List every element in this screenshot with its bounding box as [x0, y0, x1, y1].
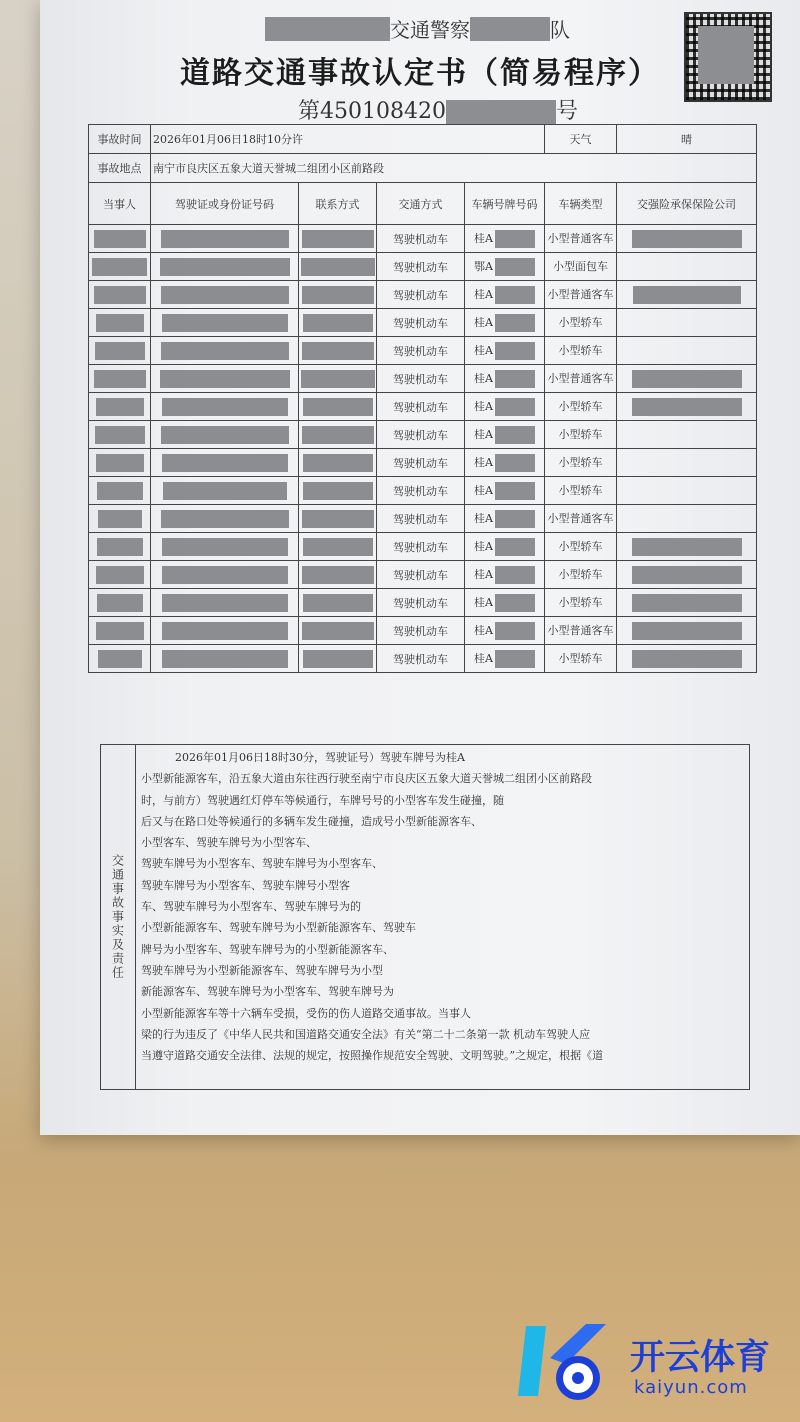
plate-cell	[465, 617, 545, 645]
redacted-party-name	[98, 650, 142, 668]
kaiyun-logo-icon	[516, 1318, 616, 1408]
insurer-cell	[617, 477, 757, 505]
party-row	[89, 589, 757, 617]
police-unit-label: 交通警察	[390, 18, 470, 42]
redacted-contact	[302, 566, 374, 584]
traffic-mode: 驾驶机动车	[393, 652, 448, 666]
party-row	[89, 477, 757, 505]
redacted-insurer	[632, 398, 742, 416]
redacted-insurer	[632, 566, 742, 584]
redacted-party-name	[96, 622, 144, 640]
plate-cell	[465, 253, 545, 281]
redacted-doc-number	[446, 100, 556, 124]
license-cell	[151, 449, 299, 477]
redacted-plate-number	[495, 258, 535, 276]
redacted-plate-number	[495, 650, 535, 668]
mode-cell	[377, 225, 465, 253]
redacted-license-number	[162, 594, 288, 612]
plate-cell	[465, 365, 545, 393]
redacted-contact	[302, 286, 374, 304]
contact-cell	[299, 505, 377, 533]
col-vehicle-type: 车辆类型	[545, 183, 617, 225]
redacted-license-number	[160, 370, 290, 388]
redacted-party-name	[97, 594, 143, 612]
plate-cell	[465, 337, 545, 365]
redacted-plate-number	[495, 538, 535, 556]
time-label: 事故时间	[89, 125, 151, 154]
redacted-license-number	[160, 258, 290, 276]
license-cell	[151, 589, 299, 617]
license-cell	[151, 253, 299, 281]
party-name-cell	[89, 421, 151, 449]
party-row	[89, 225, 757, 253]
party-rows	[89, 225, 757, 673]
traffic-mode: 驾驶机动车	[393, 316, 448, 330]
redacted-license-number	[162, 650, 288, 668]
traffic-mode: 驾驶机动车	[393, 484, 448, 498]
narrative-line: 新能源客车、驾驶车牌号为小型客车、驾驶车牌号为	[141, 985, 394, 999]
traffic-mode: 驾驶机动车	[393, 624, 448, 638]
license-cell	[151, 477, 299, 505]
vehicle-type: 小型轿车	[558, 455, 603, 469]
redacted-plate-number	[495, 482, 535, 500]
license-cell	[151, 337, 299, 365]
license-cell	[151, 561, 299, 589]
vehicle-type: 小型普通客车	[547, 511, 614, 525]
traffic-mode: 驾驶机动车	[393, 232, 448, 246]
vehicle-type-cell	[545, 253, 617, 281]
document-title: 道路交通事故认定书（简易程序）	[180, 56, 660, 91]
vehicle-type-cell	[545, 309, 617, 337]
vehicle-type-cell	[545, 477, 617, 505]
redacted-party-name	[96, 454, 144, 472]
redacted-insurer	[632, 622, 742, 640]
party-row	[89, 449, 757, 477]
party-row	[89, 617, 757, 645]
narrative-line: 驾驶车牌号为小型客车、驾驶车牌号小型客	[141, 878, 350, 892]
party-row	[89, 337, 757, 365]
redacted-license-number	[161, 230, 289, 248]
redacted-plate-number	[495, 426, 535, 444]
redacted-party-name	[97, 482, 143, 500]
party-name-cell	[89, 533, 151, 561]
vehicle-type: 小型轿车	[558, 595, 603, 609]
party-name-cell	[89, 225, 151, 253]
traffic-mode: 驾驶机动车	[393, 288, 448, 302]
vehicle-type-cell	[545, 589, 617, 617]
mode-cell	[377, 533, 465, 561]
plate-prefix: 桂A	[474, 399, 493, 413]
vehicle-type: 小型普通客车	[547, 231, 614, 245]
party-row	[89, 281, 757, 309]
vehicle-type: 小型轿车	[558, 567, 603, 581]
redacted-license-number	[162, 454, 288, 472]
traffic-mode: 驾驶机动车	[393, 596, 448, 610]
accident-info-table	[88, 124, 757, 673]
contact-cell	[299, 645, 377, 673]
mode-cell	[377, 505, 465, 533]
vehicle-type: 小型轿车	[558, 651, 603, 665]
redacted-license-number	[162, 622, 288, 640]
redacted-qr-center	[698, 26, 754, 84]
redacted-contact	[303, 398, 373, 416]
vehicle-type: 小型普通客车	[547, 371, 614, 385]
narrative-line: 小型新能源客车，沿五象大道由东往西行驶至南宁市良庆区五象大道天誉城二组团小区前路段	[141, 772, 592, 786]
narrative-line: 小型客车、驾驶车牌号为小型客车、	[141, 836, 317, 850]
redacted-contact	[303, 594, 373, 612]
redacted-party-name	[95, 342, 145, 360]
party-row	[89, 365, 757, 393]
party-row	[89, 645, 757, 673]
redacted-plate-number	[495, 230, 535, 248]
plate-cell	[465, 393, 545, 421]
insurer-cell	[617, 561, 757, 589]
redacted-plate-number	[495, 314, 535, 332]
insurer-cell	[617, 533, 757, 561]
redacted-license-number	[161, 286, 289, 304]
plate-prefix: 桂A	[474, 315, 493, 329]
party-name-cell	[89, 365, 151, 393]
party-row	[89, 309, 757, 337]
traffic-mode: 驾驶机动车	[393, 568, 448, 582]
plate-cell	[465, 449, 545, 477]
party-row	[89, 253, 757, 281]
accident-narrative-box	[100, 744, 750, 1090]
narrative-line: 小型新能源客车、驾驶车牌号为小型新能源客车、驾驶车	[141, 921, 416, 935]
vehicle-type-cell	[545, 281, 617, 309]
party-name-cell	[89, 337, 151, 365]
redacted-contact	[303, 482, 373, 500]
plate-cell	[465, 477, 545, 505]
vehicle-type: 小型轿车	[558, 315, 603, 329]
insurer-cell	[617, 281, 757, 309]
narrative-line: 小型新能源客车等十六辆车受损，受伤的伤人道路交通事故。当事人	[141, 1006, 471, 1020]
redacted-party-name	[96, 314, 144, 332]
plate-prefix: 鄂A	[474, 259, 493, 273]
redacted-license-number	[162, 566, 288, 584]
traffic-mode: 驾驶机动车	[393, 540, 448, 554]
vehicle-type-cell	[545, 449, 617, 477]
redacted-plate-number	[495, 454, 535, 472]
traffic-mode: 驾驶机动车	[393, 344, 448, 358]
insurer-cell	[617, 421, 757, 449]
vehicle-type-cell	[545, 365, 617, 393]
redacted-insurer	[633, 286, 741, 304]
vehicle-type-cell	[545, 533, 617, 561]
place-row	[89, 154, 757, 183]
party-row	[89, 561, 757, 589]
insurer-cell	[617, 645, 757, 673]
narrative-text	[141, 747, 743, 1066]
contact-cell	[299, 365, 377, 393]
vehicle-type: 小型面包车	[553, 259, 609, 273]
redacted-insurer	[632, 538, 742, 556]
redacted-contact	[302, 342, 374, 360]
redacted-insurer	[632, 594, 742, 612]
brand-name: 开云体育	[630, 1338, 771, 1378]
party-name-cell	[89, 617, 151, 645]
redacted-party-name	[94, 286, 146, 304]
vehicle-type: 小型普通客车	[547, 623, 614, 637]
plate-cell	[465, 505, 545, 533]
redacted-contact	[303, 650, 373, 668]
contact-cell	[299, 589, 377, 617]
redacted-license-number	[161, 426, 289, 444]
redacted-contact	[302, 622, 374, 640]
redacted-plate-number	[495, 370, 535, 388]
vehicle-type: 小型轿车	[558, 539, 603, 553]
plate-prefix: 桂A	[474, 455, 493, 469]
col-license: 驾驶证或身份证号码	[151, 183, 299, 225]
insurer-cell	[617, 393, 757, 421]
contact-cell	[299, 421, 377, 449]
narrative-line: 驾驶车牌号为小型新能源客车、驾驶车牌号为小型	[141, 963, 383, 977]
contact-cell	[299, 309, 377, 337]
mode-cell	[377, 337, 465, 365]
vehicle-type-cell	[545, 505, 617, 533]
insurer-cell	[617, 337, 757, 365]
party-name-cell	[89, 393, 151, 421]
contact-cell	[299, 477, 377, 505]
narrative-line: 2026年01月06日18时30分，驾驶证号）驾驶车牌号为桂A	[175, 751, 465, 764]
police-unit-line	[265, 14, 570, 43]
license-cell	[151, 617, 299, 645]
plate-prefix: 桂A	[474, 651, 493, 665]
narrative-line: 时，与前方）驾驶遇红灯停车等候通行，车牌号号的小型客车发生碰撞，随	[141, 793, 504, 807]
license-cell	[151, 309, 299, 337]
redacted-insurer	[632, 230, 742, 248]
vehicle-type-cell	[545, 225, 617, 253]
redacted-license-number	[161, 510, 289, 528]
place-value: 南宁市良庆区五象大道天誉城二组团小区前路段	[151, 154, 757, 183]
narrative-line: 后又与在路口处等候通行的多辆车发生碰撞，造成号小型新能源客车、	[141, 814, 482, 828]
vehicle-type-cell	[545, 337, 617, 365]
plate-cell	[465, 533, 545, 561]
insurer-cell	[617, 449, 757, 477]
traffic-mode: 驾驶机动车	[393, 372, 448, 386]
mode-cell	[377, 561, 465, 589]
vehicle-type: 小型轿车	[558, 343, 603, 357]
time-row	[89, 125, 757, 154]
contact-cell	[299, 253, 377, 281]
party-name-cell	[89, 505, 151, 533]
place-label: 事故地点	[89, 154, 151, 183]
license-cell	[151, 225, 299, 253]
license-cell	[151, 533, 299, 561]
redacted-party-name	[96, 566, 144, 584]
redacted-plate-number	[495, 398, 535, 416]
plate-prefix: 桂A	[474, 371, 493, 385]
doc-number-prefix: 第450108420	[298, 99, 446, 124]
vehicle-type-cell	[545, 393, 617, 421]
redacted-party-name	[96, 398, 144, 416]
redacted-party-name	[94, 370, 146, 388]
redacted-party-name	[95, 426, 145, 444]
vehicle-type: 小型普通客车	[547, 287, 614, 301]
contact-cell	[299, 617, 377, 645]
contact-cell	[299, 561, 377, 589]
traffic-mode: 驾驶机动车	[393, 428, 448, 442]
license-cell	[151, 393, 299, 421]
doc-number-suffix: 号	[555, 99, 578, 124]
party-name-cell	[89, 449, 151, 477]
party-row	[89, 533, 757, 561]
plate-cell	[465, 645, 545, 673]
mode-cell	[377, 421, 465, 449]
mode-cell	[377, 309, 465, 337]
party-row	[89, 393, 757, 421]
plate-prefix: 桂A	[474, 231, 493, 245]
traffic-mode: 驾驶机动车	[393, 512, 448, 526]
plate-prefix: 桂A	[474, 427, 493, 441]
narrative-label: 交通事故事实及责任	[101, 745, 136, 1089]
redacted-insurer	[632, 650, 742, 668]
plate-cell	[465, 281, 545, 309]
redacted-party-name	[92, 258, 147, 276]
plate-prefix: 桂A	[474, 623, 493, 637]
redacted-contact	[301, 370, 375, 388]
redacted-plate-number	[495, 510, 535, 528]
insurer-cell	[617, 617, 757, 645]
document-number	[298, 94, 578, 125]
redacted-plate-number	[495, 566, 535, 584]
vehicle-type: 小型轿车	[558, 483, 603, 497]
contact-cell	[299, 337, 377, 365]
time-value: 2026年01月06日18时10分许	[151, 125, 545, 154]
redacted-license-number	[161, 342, 289, 360]
vehicle-type: 小型轿车	[558, 427, 603, 441]
col-mode: 交通方式	[377, 183, 465, 225]
redacted-contact	[301, 258, 375, 276]
redacted-unit-name	[265, 17, 390, 41]
insurer-cell	[617, 253, 757, 281]
plate-prefix: 桂A	[474, 483, 493, 497]
vehicle-type-cell	[545, 645, 617, 673]
redacted-license-number	[163, 482, 287, 500]
contact-cell	[299, 449, 377, 477]
redacted-plate-number	[495, 594, 535, 612]
mode-cell	[377, 645, 465, 673]
plate-cell	[465, 309, 545, 337]
col-insurer: 交强险承保保险公司	[617, 183, 757, 225]
contact-cell	[299, 225, 377, 253]
insurer-cell	[617, 365, 757, 393]
mode-cell	[377, 365, 465, 393]
redacted-plate-number	[495, 342, 535, 360]
plate-cell	[465, 225, 545, 253]
brand-url: kaiyun.com	[634, 1377, 748, 1398]
redacted-party-name	[98, 510, 142, 528]
party-row	[89, 505, 757, 533]
redacted-license-number	[162, 398, 288, 416]
vehicle-type: 小型轿车	[558, 399, 603, 413]
contact-cell	[299, 533, 377, 561]
col-party: 当事人	[89, 183, 151, 225]
weather-value: 晴	[617, 125, 757, 154]
plate-cell	[465, 561, 545, 589]
narrative-line: 驾驶车牌号为小型客车、驾驶车牌号为小型客车、	[141, 857, 383, 871]
license-cell	[151, 421, 299, 449]
redacted-contact	[303, 314, 373, 332]
plate-prefix: 桂A	[474, 595, 493, 609]
redacted-contact	[303, 538, 373, 556]
mode-cell	[377, 589, 465, 617]
party-name-cell	[89, 253, 151, 281]
col-plate: 车辆号牌号码	[465, 183, 545, 225]
redacted-insurer	[632, 370, 742, 388]
narrative-line: 当遵守道路交通安全法律、法规的规定，按照操作规范安全驾驶、文明驾驶。”之规定，根据《道	[141, 1049, 604, 1063]
plate-prefix: 桂A	[474, 511, 493, 525]
narrative-line: 牌号为小型客车、驾驶车牌号为的小型新能源客车、	[141, 942, 394, 956]
mode-cell	[377, 253, 465, 281]
license-cell	[151, 645, 299, 673]
license-cell	[151, 281, 299, 309]
plate-prefix: 桂A	[474, 343, 493, 357]
mode-cell	[377, 449, 465, 477]
party-name-cell	[89, 561, 151, 589]
party-name-cell	[89, 589, 151, 617]
narrative-line: 梁的行为违反了《中华人民共和国道路交通安全法》有关“第二十二条第一款 机动车驾驶人应	[141, 1027, 591, 1041]
mode-cell	[377, 393, 465, 421]
plate-prefix: 桂A	[474, 539, 493, 553]
vehicle-type-cell	[545, 561, 617, 589]
mode-cell	[377, 617, 465, 645]
license-cell	[151, 365, 299, 393]
column-header-row	[89, 183, 757, 225]
plate-prefix: 桂A	[474, 567, 493, 581]
insurer-cell	[617, 589, 757, 617]
redacted-party-name	[97, 538, 143, 556]
redacted-license-number	[162, 314, 288, 332]
traffic-mode: 驾驶机动车	[393, 400, 448, 414]
contact-cell	[299, 393, 377, 421]
insurer-cell	[617, 309, 757, 337]
party-name-cell	[89, 309, 151, 337]
traffic-mode: 驾驶机动车	[393, 260, 448, 274]
redacted-contact	[302, 426, 374, 444]
redacted-contact	[303, 454, 373, 472]
redacted-plate-number	[495, 622, 535, 640]
traffic-mode: 驾驶机动车	[393, 456, 448, 470]
redacted-contact	[302, 510, 374, 528]
redacted-party-name	[94, 230, 146, 248]
plate-cell	[465, 589, 545, 617]
unit-suffix: 队	[550, 18, 570, 42]
contact-cell	[299, 281, 377, 309]
redacted-license-number	[162, 538, 288, 556]
redacted-contact	[302, 230, 374, 248]
narrative-line: 车、驾驶车牌号为小型客车、驾驶车牌号为的	[141, 900, 361, 914]
vehicle-type-cell	[545, 617, 617, 645]
col-contact: 联系方式	[299, 183, 377, 225]
mode-cell	[377, 281, 465, 309]
mode-cell	[377, 477, 465, 505]
redacted-plate-number	[495, 286, 535, 304]
party-row	[89, 421, 757, 449]
plate-prefix: 桂A	[474, 287, 493, 301]
license-cell	[151, 505, 299, 533]
insurer-cell	[617, 225, 757, 253]
party-name-cell	[89, 477, 151, 505]
plate-cell	[465, 421, 545, 449]
redacted-unit-number	[470, 17, 550, 41]
insurer-cell	[617, 505, 757, 533]
weather-label: 天气	[545, 125, 617, 154]
party-name-cell	[89, 645, 151, 673]
party-name-cell	[89, 281, 151, 309]
vehicle-type-cell	[545, 421, 617, 449]
